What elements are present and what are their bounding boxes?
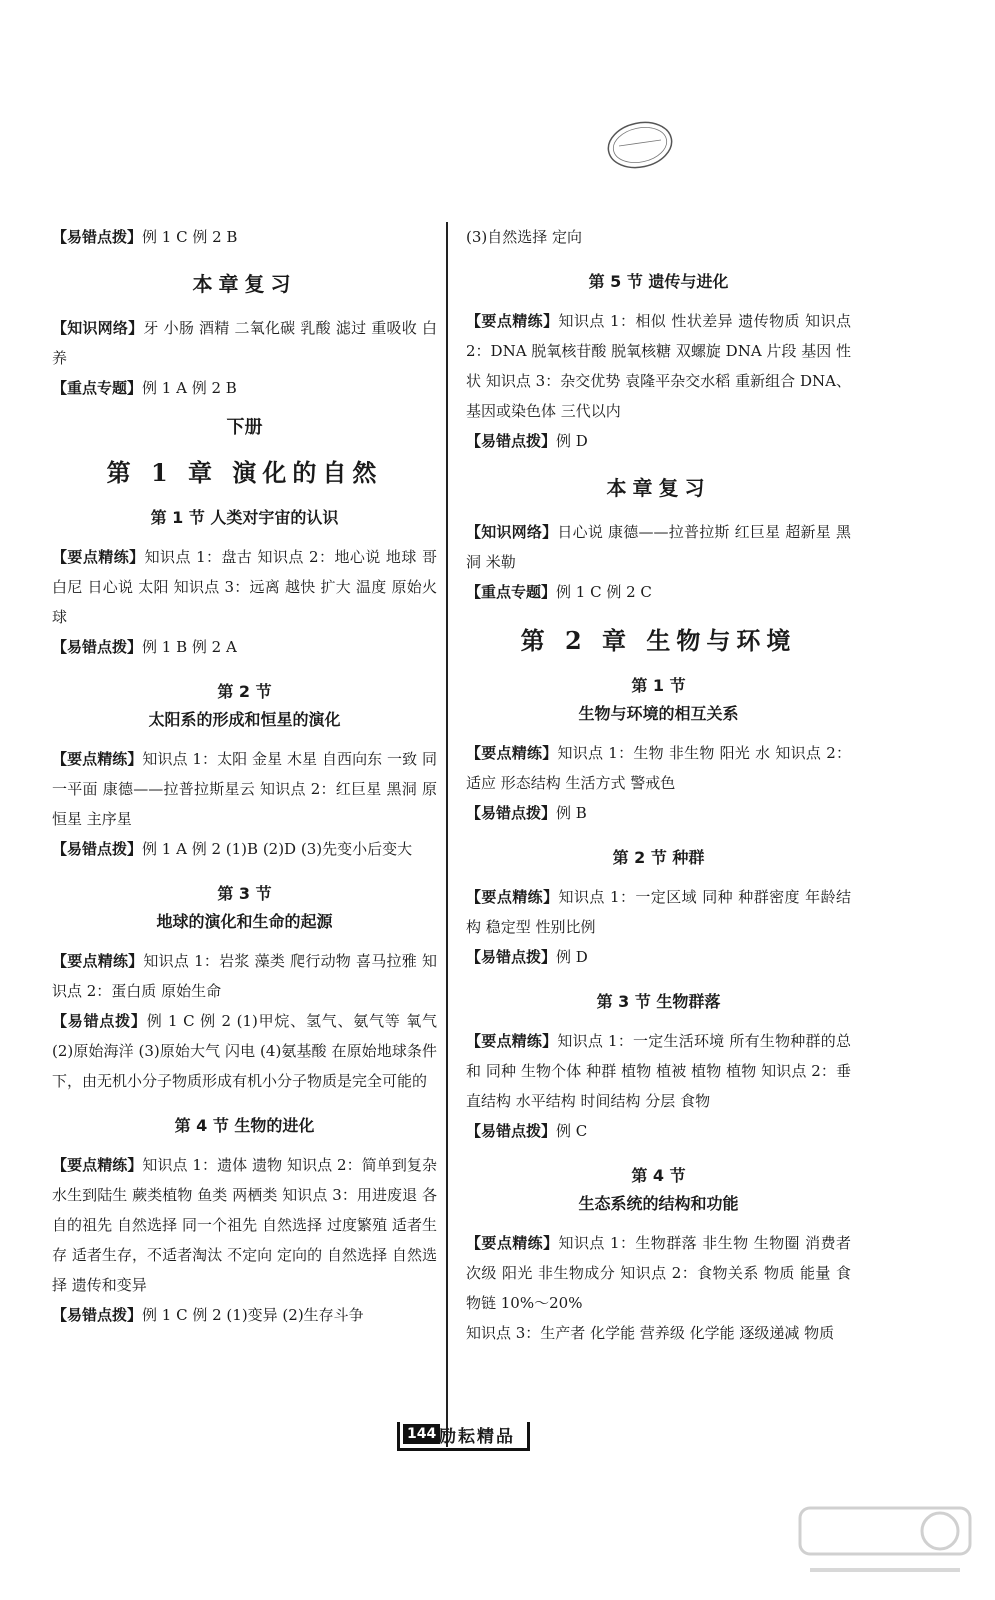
answer-paragraph: 【要点精练】知识点 1：一定生活环境 所有生物种群的总和 同种 生物个体 种群 植物 植被 植物 植物 知识点 2：垂直结构 水平结构 时间结构 分层 食物 [466, 1032, 851, 1110]
page-footer [395, 1420, 545, 1450]
answer-paragraph: 【要点精练】知识点 1：一定区域 同种 种群密度 年龄结构 稳定型 性别比例 [466, 888, 851, 936]
volume-title: 下册 [226, 417, 263, 438]
answer-paragraph: 【要点精练】知识点 1：遗体 遗物 知识点 2：简单到复杂 水生到陆生 蕨类植物 鱼类 两栖类 知识点 3：用进废退 各自的祖先 自然选择 同一个祖先 自然选择 过度繁殖 适者生存 适者生存，不适者淘汰 不定向 定向的 自然选择 自然选择 遗传和变异 [52, 1156, 437, 1294]
section-title: 第 4 节 生态系统的结构和功能 [578, 1166, 739, 1213]
chapter-title: 第 2 章 生物与环境 [520, 626, 797, 655]
answer-paragraph: 【易错点拨】例 1 B 例 2 A [52, 638, 237, 656]
chapter-title: 第 1 章 演化的自然 [106, 458, 383, 487]
footer-underline [397, 1448, 530, 1451]
answer-paragraph: 【易错点拨】例 1 A 例 2 (1)B (2)D (3)先变小后变大 [52, 840, 413, 858]
answer-paragraph: 【易错点拨】例 1 C 例 2 (1)甲烷、氢气、氨气等 氧气 (2)原始海洋 (3)原始大气 闪电 (4)氨基酸 在原始地球条件下，由无机小分子物质形成有机小分子物质是完全可能的 [52, 1012, 437, 1090]
column-divider [446, 222, 448, 1447]
chapter-review-title: 本章复习 [192, 272, 297, 296]
section-title: 第 5 节 遗传与进化 [588, 272, 729, 291]
footer-bracket [527, 1422, 530, 1448]
answer-paragraph: 【要点精练】知识点 1：岩浆 藻类 爬行动物 喜马拉雅 知识点 2：蛋白质 原始生命 [52, 952, 437, 1000]
answer-paragraph: 知识点 3：生产者 化学能 营养级 化学能 逐级递减 物质 [466, 1324, 835, 1342]
answer-paragraph: 【重点专题】例 1 C 例 2 C [466, 583, 652, 601]
section-title: 第 2 节 种群 [612, 848, 705, 867]
brand-name: 励耘精品 [439, 1427, 515, 1447]
answer-paragraph: 【易错点拨】例 D [466, 948, 588, 966]
right-column [466, 222, 851, 1348]
section-title: 第 1 节 生物与环境的相互关系 [578, 676, 739, 723]
answer-paragraph: 【要点精练】知识点 1：盘古 知识点 2：地心说 地球 哥白尼 日心说 太阳 知识点 3：远离 越快 扩大 温度 原始火球 [52, 548, 437, 626]
answer-paragraph: 【易错点拨】例 D [466, 432, 588, 450]
answer-paragraph: 【要点精练】知识点 1：生物 非生物 阳光 水 知识点 2：适应 形态结构 生活方式 警戒色 [466, 744, 851, 792]
answer-paragraph: 【要点精练】知识点 1：生物群落 非生物 生物圈 消费者 次级 阳光 非生物成分 知识点 2：食物关系 物质 能量 食物链 10%～20% [466, 1234, 851, 1312]
answer-paragraph: 【易错点拨】例 1 C 例 2 (1)变异 (2)生存斗争 [52, 1306, 364, 1324]
answer-paragraph: (3)自然选择 定向 [466, 228, 583, 246]
answer-paragraph: 【易错点拨】例 C [466, 1122, 588, 1140]
left-column [52, 222, 437, 1330]
section-title: 第 4 节 生物的进化 [174, 1116, 315, 1135]
answer-paragraph: 【易错点拨】例 1 C 例 2 B [52, 228, 238, 246]
page-number: 144 [403, 1424, 440, 1444]
footer-bracket [397, 1422, 400, 1448]
answer-paragraph: 【知识网络】牙 小肠 酒精 二氧化碳 乳酸 滤过 重吸收 白养 [52, 319, 437, 367]
answer-paragraph: 【要点精练】知识点 1：太阳 金星 木星 自西向东 一致 同一平面 康德——拉普拉斯星云 知识点 2：红巨星 黑洞 原恒星 主序星 [52, 750, 437, 828]
answer-paragraph: 【重点专题】例 1 A 例 2 B [52, 379, 237, 397]
section-title: 第 3 节 地球的演化和生命的起源 [156, 884, 333, 931]
stamp-seal [605, 118, 675, 172]
section-title: 第 2 节 太阳系的形成和恒星的演化 [148, 682, 341, 729]
answer-paragraph: 【知识网络】日心说 康德——拉普拉斯 红巨星 超新星 黑洞 米勒 [466, 523, 851, 571]
section-title: 第 1 节 人类对宇宙的认识 [150, 508, 339, 527]
section-title: 第 3 节 生物群落 [596, 992, 721, 1011]
chapter-review-title: 本章复习 [606, 476, 711, 500]
answer-paragraph: 【要点精练】知识点 1：相似 性状差异 遗传物质 知识点 2：DNA 脱氧核苷酸 脱氧核糖 双螺旋 DNA 片段 基因 性状 知识点 3：杂交优势 袁隆平杂交水稻 重新组合 DNA、基因或染色体 三代以内 [466, 312, 851, 420]
answer-paragraph: 【易错点拨】例 B [466, 804, 587, 822]
watermark-logo [790, 1500, 980, 1590]
